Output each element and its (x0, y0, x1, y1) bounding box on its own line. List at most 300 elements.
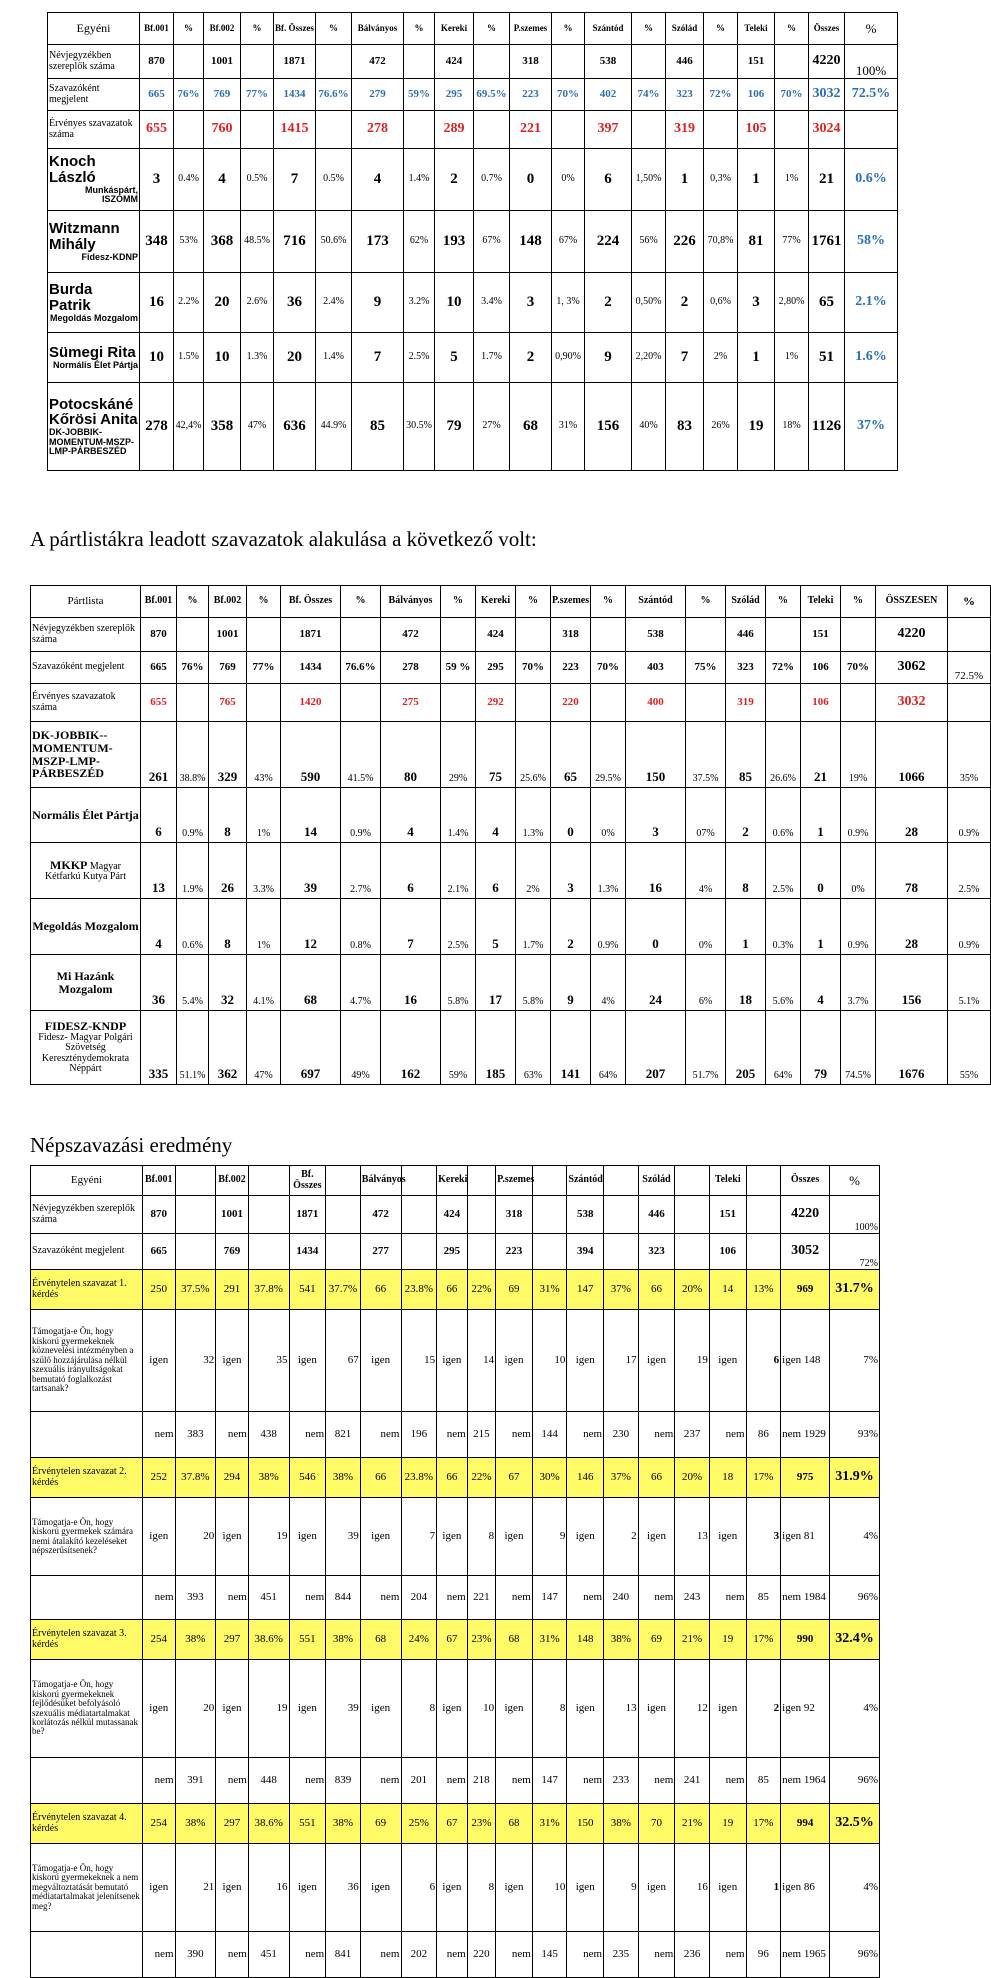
table-cell: 31% (532, 1270, 567, 1310)
table-cell: 32.4% (830, 1620, 880, 1660)
table-cell: 96 (746, 1932, 781, 1978)
vote-cell: 1% (247, 899, 281, 955)
vote-cell: 261 (141, 722, 177, 788)
table-cell: 15 (401, 1310, 437, 1412)
table-cell (948, 684, 991, 722)
vote-cell: 3 (626, 788, 686, 843)
summary-row (48, 79, 898, 111)
table-cell: 1 (746, 1844, 781, 1932)
vote-cell: 28 (876, 788, 948, 843)
table-cell: igen (216, 1844, 249, 1932)
vote-cell: 65 (809, 273, 845, 333)
vote-cell: 3 (140, 149, 174, 211)
table-cell (746, 1196, 781, 1234)
vote-cell: 1676 (876, 1011, 948, 1085)
table-cell (516, 618, 551, 652)
vote-cell: 5.4% (177, 955, 209, 1011)
vote-cell: 0.3% (766, 899, 801, 955)
vote-cell: 1% (775, 333, 809, 383)
table-cell: 74% (632, 79, 666, 111)
question-text: Támogatja-e Ön, hogy kiskorú gyermekeknek fejlődésüket befolyásoló szexuális médiatartalmakat korlátozás nélkül mutassanak be? (31, 1660, 143, 1758)
header-cell: Bf. Összes (281, 586, 341, 618)
header-cell: Bf.002 (216, 1166, 249, 1196)
table-cell: 37% (604, 1270, 639, 1310)
table-cell: igen (709, 1844, 746, 1932)
table-cell: 13 (675, 1498, 710, 1576)
candidate-row (48, 273, 898, 333)
table-cell: 1001 (216, 1196, 249, 1234)
table-cell: 472 (352, 45, 404, 79)
invalid-votes-row (31, 1620, 880, 1660)
party-name-text: Megoldás Mozgalom (32, 919, 139, 934)
question-text: Támogatja-e Ön, hogy kiskorú gyermekek számára nemi átalakító kezeléseket népszerűsítsenek? (31, 1498, 143, 1576)
header-cell (746, 1166, 781, 1196)
table-cell: nem 1984 (781, 1576, 830, 1620)
vote-cell: 1.7% (474, 333, 510, 383)
candidate-party: Munkáspárt, ISZOMM (84, 184, 138, 205)
table-cell: 4220 (781, 1196, 830, 1234)
header-cell: Szántód (567, 1166, 604, 1196)
vote-cell: 1761 (809, 211, 845, 273)
vote-cell: 2 (435, 149, 474, 211)
vote-cell: 51 (809, 333, 845, 383)
table-cell: 841 (326, 1932, 361, 1978)
table-cell: igen (142, 1844, 175, 1932)
vote-cell: 10 (204, 333, 241, 383)
vote-cell: 1.7% (516, 899, 551, 955)
table-cell: 278 (352, 111, 404, 149)
table-cell: 77% (241, 79, 274, 111)
table-cell: nem (437, 1758, 468, 1804)
vote-cell: 14 (281, 788, 341, 843)
row-label: Érvénytelen szavazat 2. kérdés (31, 1458, 143, 1498)
header-cell: % (632, 13, 666, 45)
table-cell: nem (638, 1576, 675, 1620)
vote-cell: 21 (809, 149, 845, 211)
header-cell: % (775, 13, 809, 45)
vote-cell: 3.2% (404, 273, 435, 333)
vote-cell: 0 (626, 899, 686, 955)
table-cell: 66 (360, 1458, 401, 1498)
table-cell (632, 111, 666, 149)
table-cell: 31% (532, 1804, 567, 1844)
table-cell: 9 (604, 1844, 639, 1932)
vote-cell: 5.8% (516, 955, 551, 1011)
table-cell: 844 (326, 1576, 361, 1620)
row-label: Névjegyzékben szereplők száma (31, 1196, 143, 1234)
table-cell: nem (216, 1576, 249, 1620)
table-cell (326, 1234, 361, 1270)
table-cell: 70% (552, 79, 585, 111)
table-cell: 31.7% (830, 1270, 880, 1310)
vote-cell: 1 (801, 788, 841, 843)
table-cell: 990 (781, 1620, 830, 1660)
table-cell: 67 (437, 1804, 468, 1844)
party-name-text: Mi Hazánk Mozgalom (56, 968, 115, 996)
vote-cell: 1.4% (404, 149, 435, 211)
table-cell: 765 (209, 684, 247, 722)
vote-cell: 0.9% (341, 788, 381, 843)
vote-cell: 2.1% (441, 843, 476, 899)
header-cell: % (441, 586, 476, 618)
vote-cell: 0,6% (704, 273, 738, 333)
table-cell: 7% (830, 1310, 880, 1412)
vote-cell: 0.6% (177, 899, 209, 955)
table-cell: 323 (638, 1234, 675, 1270)
vote-cell: 0.5% (316, 149, 352, 211)
table-cell: 106 (801, 684, 841, 722)
vote-cell: 1% (775, 149, 809, 211)
header-cell: Kereki (435, 13, 474, 45)
table-cell: 1871 (289, 1196, 326, 1234)
table-cell: igen 92 (781, 1660, 830, 1758)
referendum-results-table (30, 1165, 880, 1978)
vote-cell: 207 (626, 1011, 686, 1085)
vote-cell: 1,50% (632, 149, 666, 211)
table-cell (441, 618, 476, 652)
table-cell: 19 (709, 1804, 746, 1844)
table-cell: 4% (830, 1844, 880, 1932)
question-no-row (31, 1412, 880, 1458)
header-cell: % (316, 13, 352, 45)
vote-cell: 75 (476, 722, 516, 788)
vote-cell: 2 (510, 333, 552, 383)
header-cell: Bf.001 (141, 586, 177, 618)
vote-cell: 10 (140, 333, 174, 383)
table-cell (675, 1234, 710, 1270)
candidate-name-text: Knoch László (49, 153, 96, 187)
vote-cell: 0.4% (174, 149, 204, 211)
table-cell (174, 111, 204, 149)
table-cell (175, 1196, 216, 1234)
table-cell (247, 618, 281, 652)
table-cell: igen (289, 1660, 326, 1758)
table-cell: igen (709, 1660, 746, 1758)
vote-cell: 2.5% (441, 899, 476, 955)
table-cell: 86 (746, 1412, 781, 1458)
table-cell: 10 (532, 1310, 567, 1412)
header-cell (532, 1166, 567, 1196)
table-cell: igen (709, 1498, 746, 1576)
table-cell: 66 (437, 1458, 468, 1498)
question-no-row (31, 1576, 880, 1620)
summary-row (31, 1196, 880, 1234)
header-cell: Egyéni (31, 1166, 143, 1196)
vote-cell: 1 (801, 899, 841, 955)
table-cell: 252 (142, 1458, 175, 1498)
row-label: Érvénytelen szavazat 1. kérdés (31, 1270, 143, 1310)
table-cell: nem (638, 1932, 675, 1978)
table-cell: 93% (830, 1412, 880, 1458)
table-cell: nem (496, 1932, 533, 1978)
table-cell: 295 (435, 79, 474, 111)
table-cell: 20 (175, 1660, 216, 1758)
party-name (31, 955, 141, 1011)
table-cell: 75% (686, 652, 726, 684)
table-cell: igen 86 (781, 1844, 830, 1932)
table-cell: 35 (248, 1310, 289, 1412)
table-cell: 69 (496, 1270, 533, 1310)
vote-cell: 28 (876, 899, 948, 955)
table-cell: igen (496, 1844, 533, 1932)
vote-cell (845, 149, 898, 211)
vote-cell: 9 (551, 955, 591, 1011)
vote-cell: 1, 3% (552, 273, 585, 333)
table-cell: 2 (604, 1498, 639, 1576)
vote-cell: 48.5% (241, 211, 274, 273)
vote-cell: 49% (341, 1011, 381, 1085)
vote-cell: 2% (516, 843, 551, 899)
vote-cell: 7 (666, 333, 704, 383)
table-cell: 451 (248, 1932, 289, 1978)
header-cell: Szólád (638, 1166, 675, 1196)
table-cell: 20% (675, 1458, 710, 1498)
table-cell: 6 (746, 1310, 781, 1412)
vote-cell: 1126 (809, 383, 845, 471)
vote-cell: 29.5% (591, 722, 626, 788)
table-cell: igen (360, 1844, 401, 1932)
header-cell: Bf.001 (140, 13, 174, 45)
vote-cell: 42,4% (174, 383, 204, 471)
vote-cell: 7 (352, 333, 404, 383)
table-cell: igen (638, 1660, 675, 1758)
row-label: Szavazóként megjelent (31, 1234, 143, 1270)
vote-cell: 1.3% (591, 843, 626, 899)
table-cell: 147 (532, 1576, 567, 1620)
vote-cell: 19 (738, 383, 775, 471)
question-yes-row (31, 1844, 880, 1932)
table-cell: 551 (289, 1620, 326, 1660)
table-cell: 870 (140, 45, 174, 79)
table-cell: 318 (496, 1196, 533, 1234)
table-cell: 106 (738, 79, 775, 111)
table-cell: igen (638, 1310, 675, 1412)
table-cell: 323 (666, 79, 704, 111)
total-percent: 58% (857, 233, 885, 249)
header-cell: Teleki (709, 1166, 746, 1196)
table-cell: 665 (141, 652, 177, 684)
table-cell: 31% (532, 1620, 567, 1660)
vote-cell: 2 (666, 273, 704, 333)
vote-cell: 5.8% (441, 955, 476, 1011)
vote-cell: 78 (876, 843, 948, 899)
table-cell: 147 (567, 1270, 604, 1310)
table-cell (675, 1196, 710, 1234)
table-cell (845, 111, 898, 149)
vote-cell: 4.7% (341, 955, 381, 1011)
row-label: Névjegyzékben szereplők száma (31, 618, 141, 652)
candidate-party: Fidesz-KDNP (81, 251, 138, 262)
table-cell: 22% (467, 1270, 496, 1310)
table-cell: 96% (830, 1576, 880, 1620)
vote-cell: 1.3% (241, 333, 274, 383)
candidate-name (48, 149, 140, 211)
table-cell: 390 (175, 1932, 216, 1978)
table-cell: 19 (675, 1310, 710, 1412)
table-cell: 13% (746, 1270, 781, 1310)
table-cell: 38% (326, 1620, 361, 1660)
table-cell: 237 (675, 1412, 710, 1458)
table-cell: 3 (746, 1498, 781, 1576)
table-cell: nem (216, 1412, 249, 1458)
table-cell: 12 (675, 1660, 710, 1758)
header-cell: % (404, 13, 435, 45)
table-cell: 7 (401, 1498, 437, 1576)
party-name (31, 843, 141, 899)
vote-cell: 19% (841, 722, 876, 788)
table-cell (686, 618, 726, 652)
table-cell: 68 (496, 1620, 533, 1660)
table-cell: 2 (746, 1660, 781, 1758)
vote-cell: 24 (626, 955, 686, 1011)
header-cell: % (341, 586, 381, 618)
table-cell: 292 (476, 684, 516, 722)
table-cell (177, 684, 209, 722)
table-cell: 319 (726, 684, 766, 722)
vote-cell: 26 (209, 843, 247, 899)
table-cell: 218 (467, 1758, 496, 1804)
table-cell: nem (567, 1412, 604, 1458)
table-cell: 17% (746, 1620, 781, 1660)
vote-cell: 56% (632, 211, 666, 273)
vote-cell: 716 (274, 211, 316, 273)
row-label: Érvényes szavazatok száma (48, 111, 140, 149)
vote-cell: 25.6% (516, 722, 551, 788)
vote-cell: 18% (775, 383, 809, 471)
vote-cell: 2,80% (775, 273, 809, 333)
table-cell: 37.8% (248, 1270, 289, 1310)
table-cell: 72.5% (948, 652, 991, 684)
vote-cell: 0.6% (766, 788, 801, 843)
table-cell: 397 (585, 111, 632, 149)
table-cell: igen (360, 1498, 401, 1576)
table-cell: 23% (467, 1620, 496, 1660)
vote-cell: 590 (281, 722, 341, 788)
vote-cell: 5 (435, 333, 474, 383)
header-cell: % (174, 13, 204, 45)
vote-cell: 55% (948, 1011, 991, 1085)
vote-cell: 0.7% (474, 149, 510, 211)
row-label: Érvénytelen szavazat 4. kérdés (31, 1804, 143, 1844)
candidate-row (48, 333, 898, 383)
vote-cell: 47% (247, 1011, 281, 1085)
table-cell: 1415 (274, 111, 316, 149)
candidate-row (48, 211, 898, 273)
invalid-votes-row (31, 1458, 880, 1498)
table-cell: 19 (248, 1498, 289, 1576)
table-cell: 72.5% (845, 79, 898, 111)
table-cell: igen (496, 1310, 533, 1412)
table-cell: 32.5% (830, 1804, 880, 1844)
vote-cell: 2,20% (632, 333, 666, 383)
vote-cell: 0% (591, 788, 626, 843)
vote-cell: 16 (381, 955, 441, 1011)
header-cell: % (841, 586, 876, 618)
header-cell: Bálványos (352, 13, 404, 45)
vote-cell: 9 (352, 273, 404, 333)
vote-cell: 3 (551, 843, 591, 899)
vote-cell: 2.5% (766, 843, 801, 899)
row-label (31, 1412, 143, 1458)
vote-cell: 2 (726, 788, 766, 843)
vote-cell: 0 (551, 788, 591, 843)
table-cell: igen (437, 1498, 468, 1576)
vote-cell: 2 (551, 899, 591, 955)
vote-cell: 8 (209, 899, 247, 955)
table-cell: nem (567, 1576, 604, 1620)
table-cell: 1001 (204, 45, 241, 79)
vote-cell: 3 (510, 273, 552, 333)
table-cell: 769 (216, 1234, 249, 1270)
table-cell: 394 (567, 1234, 604, 1270)
table-cell: 821 (326, 1412, 361, 1458)
vote-cell: 148 (510, 211, 552, 273)
table-cell (841, 684, 876, 722)
party-subtitle: Fidesz- Magyar Polgári Szövetség Kereszténydemokrata Néppárt (38, 1031, 133, 1075)
table-cell: 9 (532, 1498, 567, 1576)
candidate-name (48, 333, 140, 383)
invalid-votes-row (31, 1804, 880, 1844)
header-cell: Szántód (626, 586, 686, 618)
table-cell (316, 111, 352, 149)
table-cell: 4% (830, 1660, 880, 1758)
table-cell: 66 (638, 1458, 675, 1498)
table-cell (604, 1234, 639, 1270)
table-cell (341, 684, 381, 722)
table-cell: 38.6% (248, 1804, 289, 1844)
question-text: Támogatja-e Ön, hogy kiskorú gyermekeknek a nem megváltoztatását bemutató médiatartalmakat jelenítsenek meg? (31, 1844, 143, 1932)
table-cell: 66 (437, 1270, 468, 1310)
vote-cell: 278 (140, 383, 174, 471)
vote-cell: 20 (204, 273, 241, 333)
table-cell (474, 111, 510, 149)
candidate-name (48, 383, 140, 471)
table-cell: 69 (360, 1804, 401, 1844)
table-cell (474, 45, 510, 79)
table-cell: 323 (726, 652, 766, 684)
table-cell: 438 (248, 1412, 289, 1458)
invalid-votes-row (31, 1270, 880, 1310)
vote-cell: 68 (281, 955, 341, 1011)
vote-cell: 70,8% (704, 211, 738, 273)
vote-cell: 193 (435, 211, 474, 273)
table-cell: nem (216, 1758, 249, 1804)
table-cell: nem 1965 (781, 1932, 830, 1978)
vote-cell: 1% (247, 788, 281, 843)
vote-cell: 40% (632, 383, 666, 471)
question-yes-row (31, 1310, 880, 1412)
header-cell: Bálványos (360, 1166, 401, 1196)
table-cell: 201 (401, 1758, 437, 1804)
party-row (31, 843, 991, 899)
table-cell: 72% (830, 1234, 880, 1270)
table-cell: 319 (666, 111, 704, 149)
vote-cell: 0,3% (704, 149, 738, 211)
vote-cell: 141 (551, 1011, 591, 1085)
table-cell: 230 (604, 1412, 639, 1458)
table-cell: nem 1929 (781, 1412, 830, 1458)
table-cell: 4220 (876, 618, 948, 652)
table-cell: 21% (675, 1804, 710, 1844)
table-cell: 151 (801, 618, 841, 652)
table-cell: 769 (209, 652, 247, 684)
vote-cell: 156 (585, 383, 632, 471)
vote-cell: 358 (204, 383, 241, 471)
table-cell: 235 (604, 1932, 639, 1978)
header-cell (401, 1166, 437, 1196)
table-cell (241, 45, 274, 79)
table-cell: 37.5% (175, 1270, 216, 1310)
